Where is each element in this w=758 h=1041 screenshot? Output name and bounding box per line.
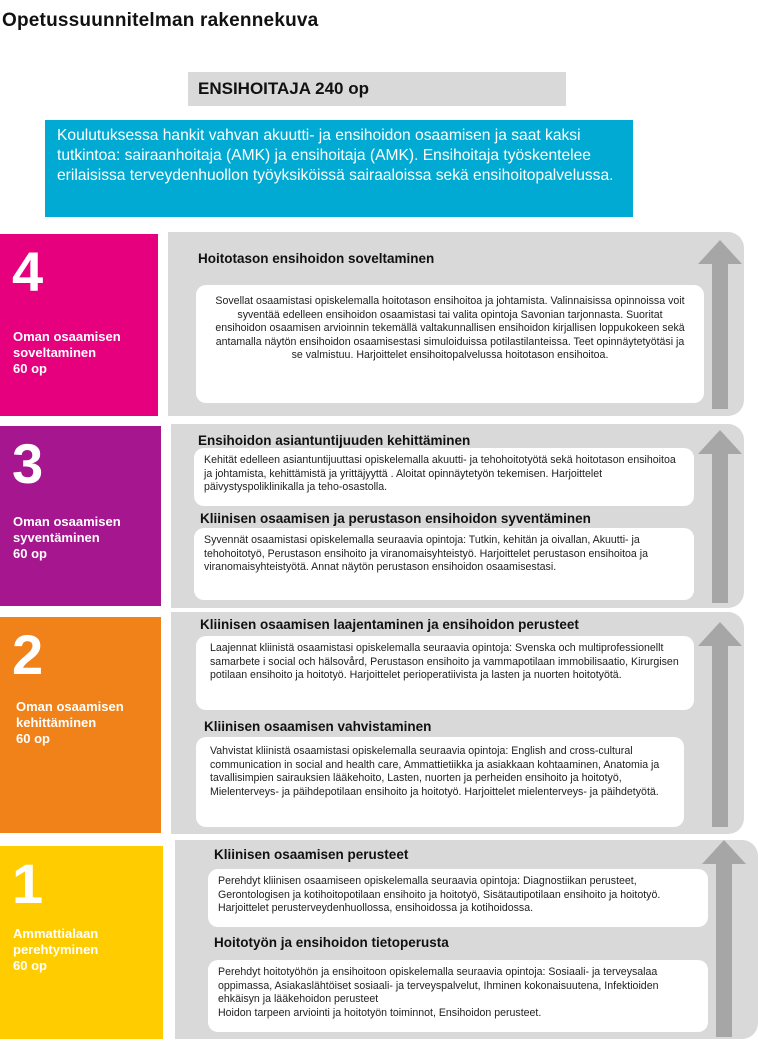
arrow-shaft — [716, 863, 732, 1037]
section-heading: Kliinisen osaamisen vahvistaminen — [204, 719, 432, 734]
section-description: Syvennät osaamistasi opiskelemalla seuraavia opintoja: Tutkin, kehitän ja oivallan, Akuutti- ja tehohoitotyö, Perustason ensihoito ja viranomaisyhteistyö. Harjoittelet perustason ensihoitoa ja viranomaisyhteistyötä. Annat näytön perustason ensihoidon osaamisestasi. — [194, 528, 694, 600]
level-name: Oman osaamisen kehittäminen 60 op — [16, 699, 124, 746]
level-number: 4 — [12, 240, 44, 303]
level-4-block — [0, 234, 158, 416]
section-description: Sovellat osaamistasi opiskelemalla hoitotason ensihoitoa ja johtamista. Valinnaisissa opinnoissa voit syventää edelleen ensihoidon osaamistasi tai valita opintoja Savonian tarjonnasta. Suoritat ensihoidon osaamisen arvioinnin tekemällä valtakunnallisen ensihoidon kirjallisen loppukokeen sekä antamalla näytön ensihoidon osaamisestasi simuloiduissa potilastilanteissa. Teet opinnäytetyötäsi ja se valmistuu. Harjoittelet ensihoitopalvelussa hoitotason ensihoitoa. — [196, 285, 704, 403]
arrow-shaft — [712, 645, 728, 827]
section-heading: Kliinisen osaamisen ja perustason ensihoidon syventäminen — [200, 511, 591, 526]
level-name: Ammattialaan perehtyminen 60 op — [13, 926, 99, 973]
up-arrow-icon — [698, 622, 742, 646]
section-heading: Kliinisen osaamisen perusteet — [214, 847, 409, 862]
arrow-shaft — [712, 453, 728, 603]
level-2-block — [0, 617, 161, 833]
section-heading: Ensihoidon asiantuntijuuden kehittäminen — [198, 433, 471, 448]
level-1-block — [0, 846, 163, 1039]
section-description: Perehdyt hoitotyöhön ja ensihoitoon opiskelemalla seuraavia opintoja: Sosiaali- ja terveysalaa oppimassa, Asiakaslähtöiset sosiaali- ja terveyspalvelut, Ihminen kokonaisuutena, Infektioiden ehkäisyn ja lääkehoidon perusteet Hoidon tarpeen arviointi ja hoitotyön toiminnot, Ensihoidon perusteet. — [208, 960, 708, 1032]
section-heading: Hoitotyön ja ensihoidon tietoperusta — [214, 935, 449, 950]
level-number: 1 — [12, 852, 44, 915]
level-name: Oman osaamisen syventäminen 60 op — [13, 514, 121, 561]
level-3-block — [0, 426, 161, 606]
intro-description: Koulutuksessa hankit vahvan akuutti- ja ensihoidon osaamisen ja saat kaksi tutkintoa: sairaanhoitaja (AMK) ja ensihoitaja (AMK). Ensihoitaja työskentelee erilaisissa terveydenhuollon työyksiköissä sairaaloissa sekä ensihoitopalvelussa. — [45, 120, 633, 217]
level-name: Oman osaamisen soveltaminen 60 op — [13, 329, 121, 376]
section-heading: Kliinisen osaamisen laajentaminen ja ensihoidon perusteet — [200, 617, 579, 632]
section-description: Laajennat kliinistä osaamistasi opiskelemalla seuraavia opintoja: Svenska och multiprofessionellt samarbete i social och hälsovård, Perustason ensihoito ja vammapotilaan immobilisaatio, Kirurgisen potilaan ensihoito ja hoitotyö. Harjoittelet perioperatiivista ja lasten ja nuorten hoitotyötä. — [196, 636, 694, 710]
section-heading: Hoitotason ensihoidon soveltaminen — [198, 251, 435, 266]
page-title: Opetussuunnitelman rakennekuva — [2, 10, 319, 31]
degree-title: ENSIHOITAJA 240 op — [188, 72, 566, 106]
up-arrow-icon — [698, 240, 742, 264]
section-description: Perehdyt kliinisen osaamiseen opiskelemalla seuraavia opintoja: Diagnostiikan perusteet, Gerontologisen ja kotihoitopotilaan ensihoito ja hoitotyö, Sisätautipotilaan ensihoito ja hoitotyö. Harjoittelet perusterveydenhuollossa, ensihoidossa ja kotihoidossa. — [208, 869, 708, 927]
section-description: Vahvistat kliinistä osaamistasi opiskelemalla seuraavia opintoja: English and cross-cultural communication in social and health care, Ammattietiikka ja asiakkaan kohtaaminen, Anatomia ja tavallisimpien sairauksien lääkehoito, Lasten, nuorten ja perheiden ensihoito ja hoitotyö, Mielenterveys- ja päihdepotilaan ensihoito ja hoitotyö. Harjoittelet mielenterveys- ja päihdetyötä. — [196, 737, 684, 827]
up-arrow-icon — [702, 840, 746, 864]
level-number: 2 — [12, 623, 44, 686]
section-description: Kehität edelleen asiantuntijuuttasi opiskelemalla akuutti- ja tehohoitotyötä sekä hoitotason ensihoitoa ja johtamista, kehittämistä ja yrittäjyyttä . Aloitat opinnäytetyön tekemisen. Harjoittelet päivystyspoliklinikalla ja teho-osastolla. — [194, 448, 694, 506]
arrow-shaft — [712, 263, 728, 409]
level-number: 3 — [12, 432, 44, 495]
up-arrow-icon — [698, 430, 742, 454]
